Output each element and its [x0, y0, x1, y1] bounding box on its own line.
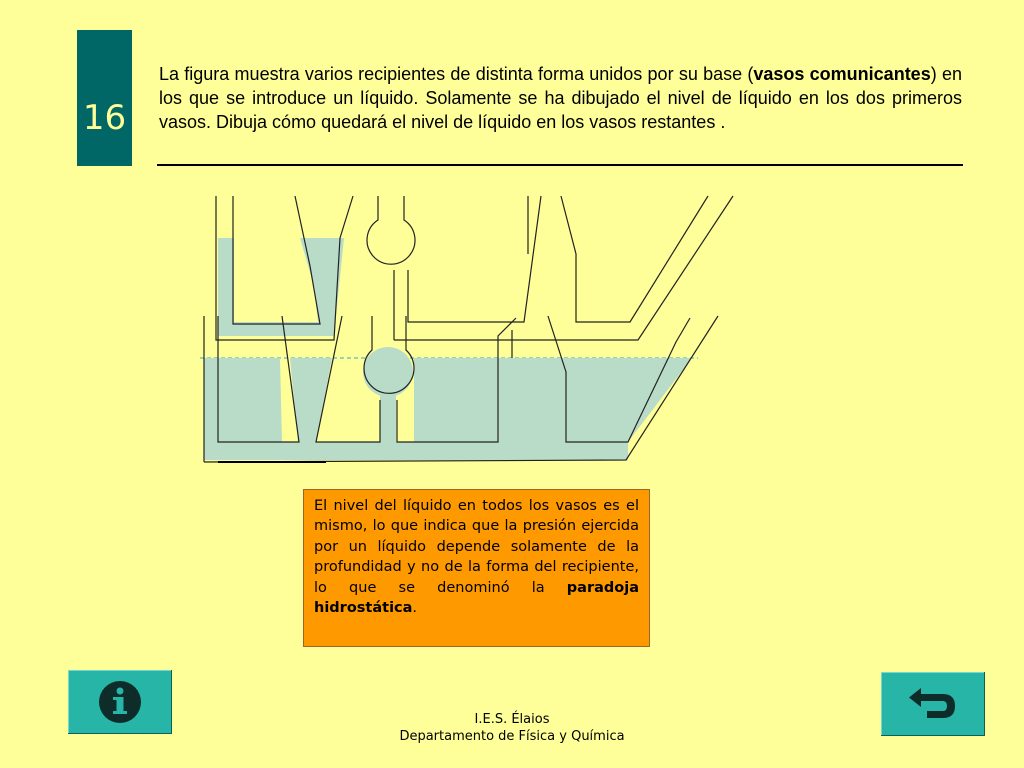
- original-vessels-figure: [216, 196, 733, 340]
- info-button[interactable]: [68, 670, 172, 734]
- original-slanted-tube: [394, 196, 733, 340]
- original-trapezoid-right: [561, 196, 708, 322]
- original-bulb-stem-right: [408, 196, 541, 322]
- original-liquid-fill: [218, 238, 344, 336]
- solution-vessels-figure: [204, 316, 718, 462]
- answer-text-part1: El nivel del líquido en todos los vasos es el mismo, lo que indica que la presión ejercida por un líquido depende solamente de la profundidad y no de la forma del recipiente, lo que se denominó la: [314, 498, 639, 596]
- info-icon: [68, 670, 172, 734]
- question-text-part1: La figura muestra varios recipientes de distinta forma unidos por su base (: [159, 64, 754, 84]
- question-text-part2: ) en los que se introduce un líquido. Solamente se ha dibujado el nivel de líquido en los dos primeros vasos. Dibuja cómo quedará el nivel de líquido en los vasos restantes .: [159, 64, 962, 132]
- answer-text-part2: .: [412, 600, 418, 617]
- question-text-bold: vasos comunicantes: [753, 64, 931, 84]
- return-arrow-icon: [881, 672, 985, 736]
- answer-text-bold: paradoja hidrostática: [314, 579, 639, 617]
- return-button[interactable]: [881, 672, 985, 736]
- slide-number: 16: [82, 98, 127, 138]
- footer-school: I.E.S. Élaios: [474, 712, 550, 727]
- answer-box: [303, 489, 650, 647]
- original-bulb-tube: [367, 196, 415, 264]
- solution-liquid-fill: [204, 347, 692, 460]
- footer-department: Departamento de Física y Química: [399, 729, 625, 744]
